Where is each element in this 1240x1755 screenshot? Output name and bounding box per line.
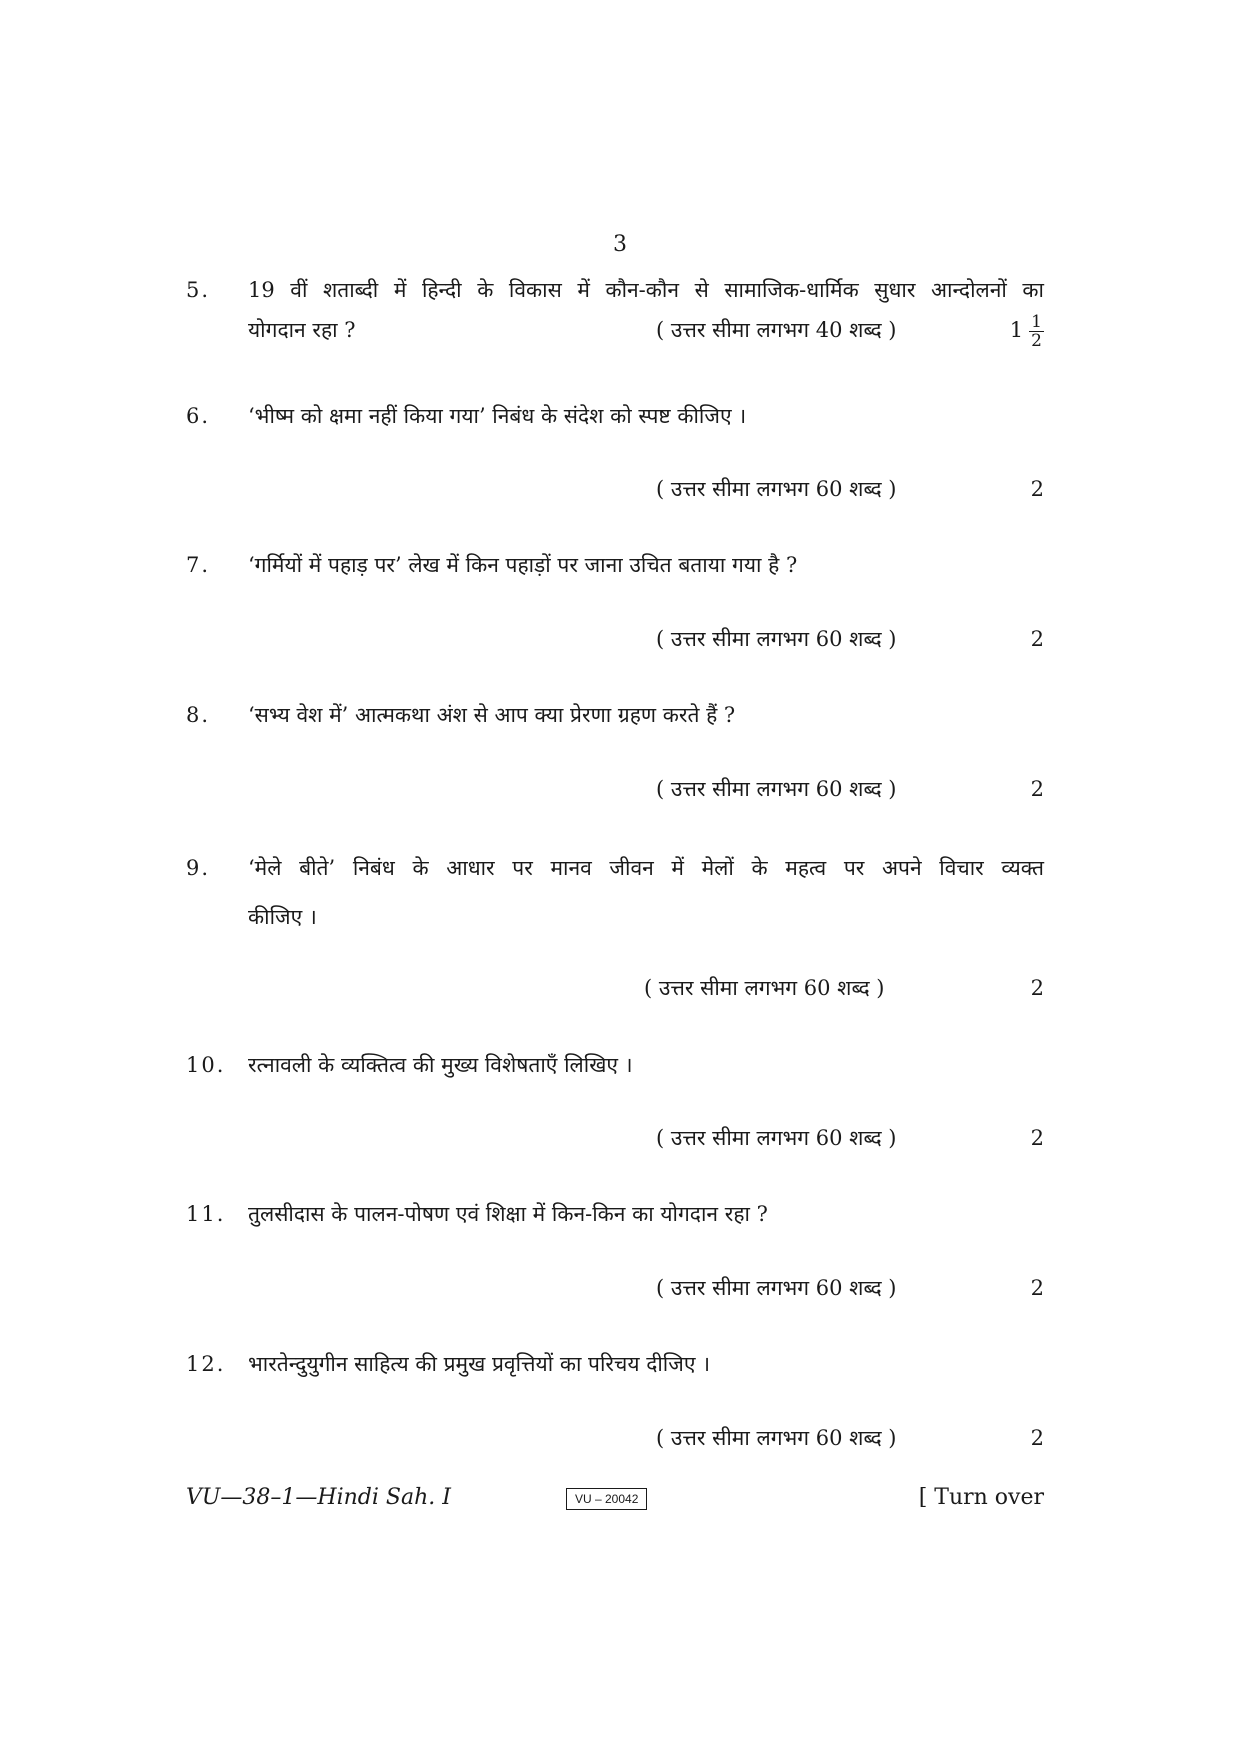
marks: 2 <box>1030 627 1044 651</box>
question-text: ‘गर्मियों में पहाड़ पर’ लेख में किन पहाड़ों पर जाना उचित बताया गया है ? <box>248 553 798 577</box>
paper-code: VU—38–1—Hindi Sah. I <box>186 1485 451 1510</box>
marks <box>1010 310 1044 350</box>
question-7 <box>0 545 1240 585</box>
question-8-limit <box>0 769 1240 809</box>
word-limit: ( उत्तर सीमा लगभग 60 शब्द ) <box>656 627 897 651</box>
question-text: ‘सभ्य वेश में’ आत्मकथा अंश से आप क्या प्रेरणा ग्रहण करते हैं ? <box>248 703 736 727</box>
question-5 <box>0 270 1240 310</box>
question-number: 11. <box>186 1202 226 1226</box>
question-8 <box>0 695 1240 735</box>
question-11-limit <box>0 1268 1240 1308</box>
question-12 <box>0 1344 1240 1384</box>
word-limit: ( उत्तर सीमा लगभग 60 शब्द ) <box>656 1126 897 1150</box>
question-number: 8. <box>186 703 211 727</box>
question-9-line-2 <box>0 897 1240 937</box>
marks: 2 <box>1030 777 1044 801</box>
fraction-numerator: 1 <box>1031 312 1042 332</box>
marks: 2 <box>1030 1126 1044 1150</box>
question-number: 12. <box>186 1352 226 1376</box>
marks: 2 <box>1030 976 1044 1000</box>
fraction-denominator: 2 <box>1031 331 1042 351</box>
question-text-line-2: योगदान रहा ? <box>248 318 356 342</box>
marks: 2 <box>1030 477 1044 501</box>
question-number: 9. <box>186 856 211 880</box>
turn-over-label: [ Turn over <box>918 1485 1044 1510</box>
question-12-limit <box>0 1418 1240 1458</box>
boxed-code: VU – 20042 <box>566 1488 647 1510</box>
question-6-limit <box>0 469 1240 509</box>
question-9 <box>0 848 1240 888</box>
marks: 2 <box>1030 1276 1044 1300</box>
question-10-limit <box>0 1118 1240 1158</box>
question-10 <box>0 1045 1240 1085</box>
question-text: रत्नावली के व्यक्तित्व की मुख्य विशेषताएँ लिखिए । <box>248 1053 633 1077</box>
word-limit: ( उत्तर सीमा लगभग 60 शब्द ) <box>656 777 897 801</box>
word-limit: ( उत्तर सीमा लगभग 60 शब्द ) <box>656 1276 897 1300</box>
question-number: 10. <box>186 1053 226 1077</box>
question-text: भारतेन्दुयुगीन साहित्य की प्रमुख प्रवृत्तियों का परिचय दीजिए । <box>248 1352 711 1376</box>
page-number: 3 <box>613 232 627 257</box>
question-text-line-1: 19 वीं शताब्दी में हिन्दी के विकास में कौन-कौन से सामाजिक-धार्मिक सुधार आन्दोलनों का <box>248 278 1044 302</box>
question-11 <box>0 1194 1240 1234</box>
word-limit: ( उत्तर सीमा लगभग 40 शब्द ) <box>656 318 897 342</box>
question-number: 5. <box>186 278 211 302</box>
question-text-line-2: कीजिए । <box>248 905 317 929</box>
question-text: तुलसीदास के पालन-पोषण एवं शिक्षा में किन-किन का योगदान रहा ? <box>248 1202 768 1226</box>
marks-fraction <box>1029 313 1044 350</box>
question-7-limit <box>0 619 1240 659</box>
word-limit: ( उत्तर सीमा लगभग 60 शब्द ) <box>656 477 897 501</box>
question-5-line-2 <box>0 310 1240 350</box>
question-9-limit <box>0 968 1240 1008</box>
question-6 <box>0 396 1240 436</box>
word-limit: ( उत्तर सीमा लगभग 60 शब्द ) <box>656 1426 897 1450</box>
question-number: 7. <box>186 553 211 577</box>
marks: 2 <box>1030 1426 1044 1450</box>
marks-whole: 1 <box>1009 318 1024 342</box>
question-number: 6. <box>186 404 211 428</box>
question-text-line-1: ‘मेले बीते’ निबंध के आधार पर मानव जीवन में मेलों के महत्व पर अपने विचार व्यक्त <box>248 856 1044 880</box>
page-footer <box>0 1478 1240 1518</box>
word-limit: ( उत्तर सीमा लगभग 60 शब्द ) <box>644 976 885 1000</box>
question-text: ‘भीष्म को क्षमा नहीं किया गया’ निबंध के संदेश को स्पष्ट कीजिए । <box>248 404 747 428</box>
